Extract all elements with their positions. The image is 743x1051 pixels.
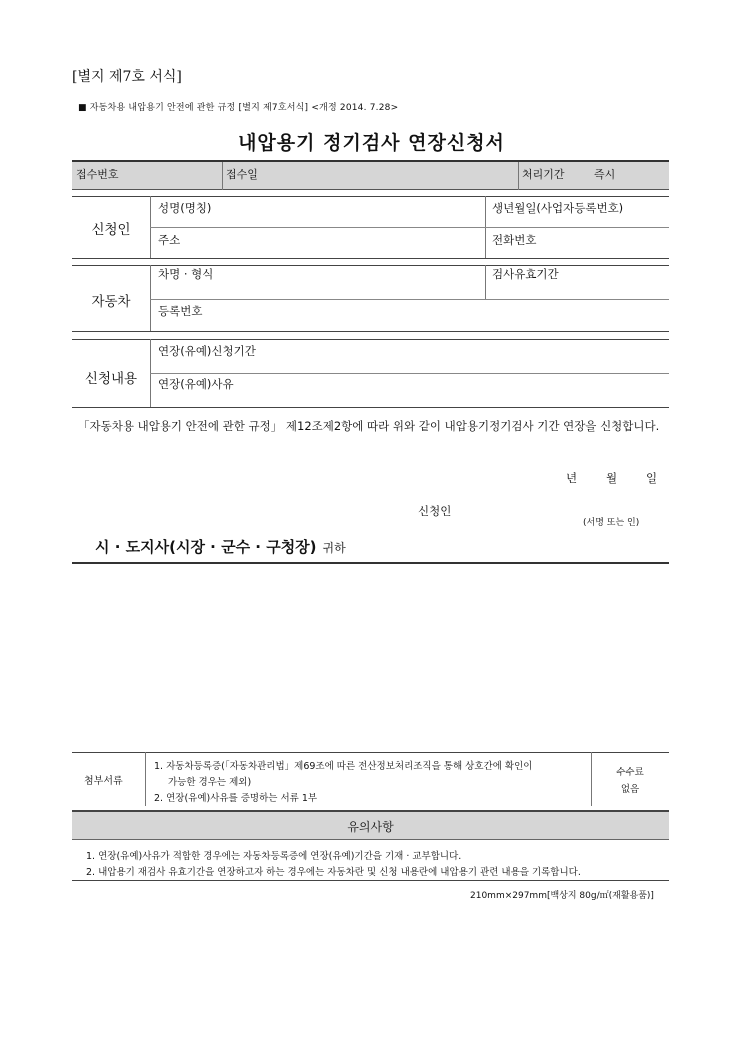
section-border (72, 258, 669, 259)
signature-note[interactable]: (서명 또는 인) (583, 518, 640, 528)
addressee (95, 536, 346, 557)
date-month: 월 (606, 471, 618, 485)
addressee-border (72, 562, 669, 564)
receipt-number-label: 접수번호 (76, 168, 119, 181)
applicant-address-field[interactable]: 주소 (158, 233, 181, 247)
divider (485, 265, 486, 299)
attachments-label: 첨부서류 (84, 776, 123, 787)
notice-bar (72, 810, 669, 840)
divider (222, 162, 223, 190)
divider (145, 752, 146, 806)
applicant-section-label: 신청인 (91, 222, 131, 238)
vehicle-model-field[interactable]: 차명 · 형식 (158, 267, 214, 281)
form-number: [별지 제7호 서식] (72, 69, 182, 85)
divider (150, 265, 151, 331)
applicant-birth-field[interactable]: 생년월일(사업자등록번호) (492, 201, 624, 215)
section-top-border (72, 339, 669, 340)
notice-item-2: 2. 내압용기 재검사 유효기간을 연장하고자 하는 경우에는 자동차란 및 신청 내용란에 내압용기 관련 내용을 기록합니다. (86, 867, 581, 878)
vehicle-registration-field[interactable]: 등록번호 (158, 304, 203, 318)
attachments-top-border (72, 752, 669, 753)
addressee-suffix: 귀하 (322, 541, 346, 555)
applicant-name-field[interactable]: 성명(명칭) (158, 201, 212, 215)
vehicle-validity-field[interactable]: 검사유효기간 (492, 267, 559, 281)
processing-period-value: 즉시 (594, 168, 616, 181)
request-period-field[interactable]: 연장(유예)신청기간 (158, 344, 256, 358)
row-border (150, 373, 669, 374)
applicant-signature-label: 신청인 (418, 504, 452, 518)
row-border (150, 227, 669, 228)
request-reason-field[interactable]: 연장(유예)사유 (158, 377, 234, 391)
paper-spec: 210mm×297mm[백상지 80g/㎡(재활용품)] (470, 891, 654, 901)
attachment-item-1: 1. 자동차등록증(「자동차관리법」제69조에 따른 전산정보처리조직을 통해 상호간에 확인이 (154, 761, 533, 772)
divider (518, 162, 519, 190)
processing-period-label: 처리기간 (522, 168, 565, 181)
section-border (72, 407, 669, 408)
receipt-date-label: 접수일 (226, 168, 258, 181)
row-border (150, 299, 669, 300)
applicant-phone-field[interactable]: 전화번호 (492, 233, 537, 247)
section-border (72, 331, 669, 332)
regulation-note: ■ 자동차용 내압용기 안전에 관한 규정 [별지 제7호서식] <개정 2014. 7.28> (78, 103, 399, 113)
intake-row (72, 160, 669, 190)
attachment-item-2: 2. 연장(유예)사유를 증명하는 서류 1부 (154, 793, 318, 804)
notice-item-1: 1. 연장(유예)사유가 적합한 경우에는 자동차등록증에 연장(유예)기간을 기재 · 교부합니다. (86, 851, 462, 862)
addressee-name: 시 · 도지사(시장 · 군수 · 구청장) (95, 538, 317, 556)
date-day: 일 (646, 471, 658, 485)
date-year: 년 (566, 471, 578, 485)
request-section-label: 신청내용 (84, 371, 138, 387)
notice-border (72, 880, 669, 881)
vehicle-section-label: 자동차 (91, 294, 131, 310)
attachment-item-1-cont: 가능한 경우는 제외) (168, 777, 252, 788)
divider (591, 752, 592, 806)
application-statement: 「자동차용 내압용기 안전에 관한 규정」 제12조제2항에 따라 위와 같이 내압용기정기검사 기간 연장을 신청합니다. (78, 419, 660, 433)
section-top-border (72, 196, 669, 197)
notice-title: 유의사항 (347, 820, 394, 834)
page-title: 내압용기 정기검사 연장신청서 (238, 132, 505, 154)
fee-value: 없음 (620, 784, 640, 795)
fee-label: 수수료 (616, 767, 644, 778)
